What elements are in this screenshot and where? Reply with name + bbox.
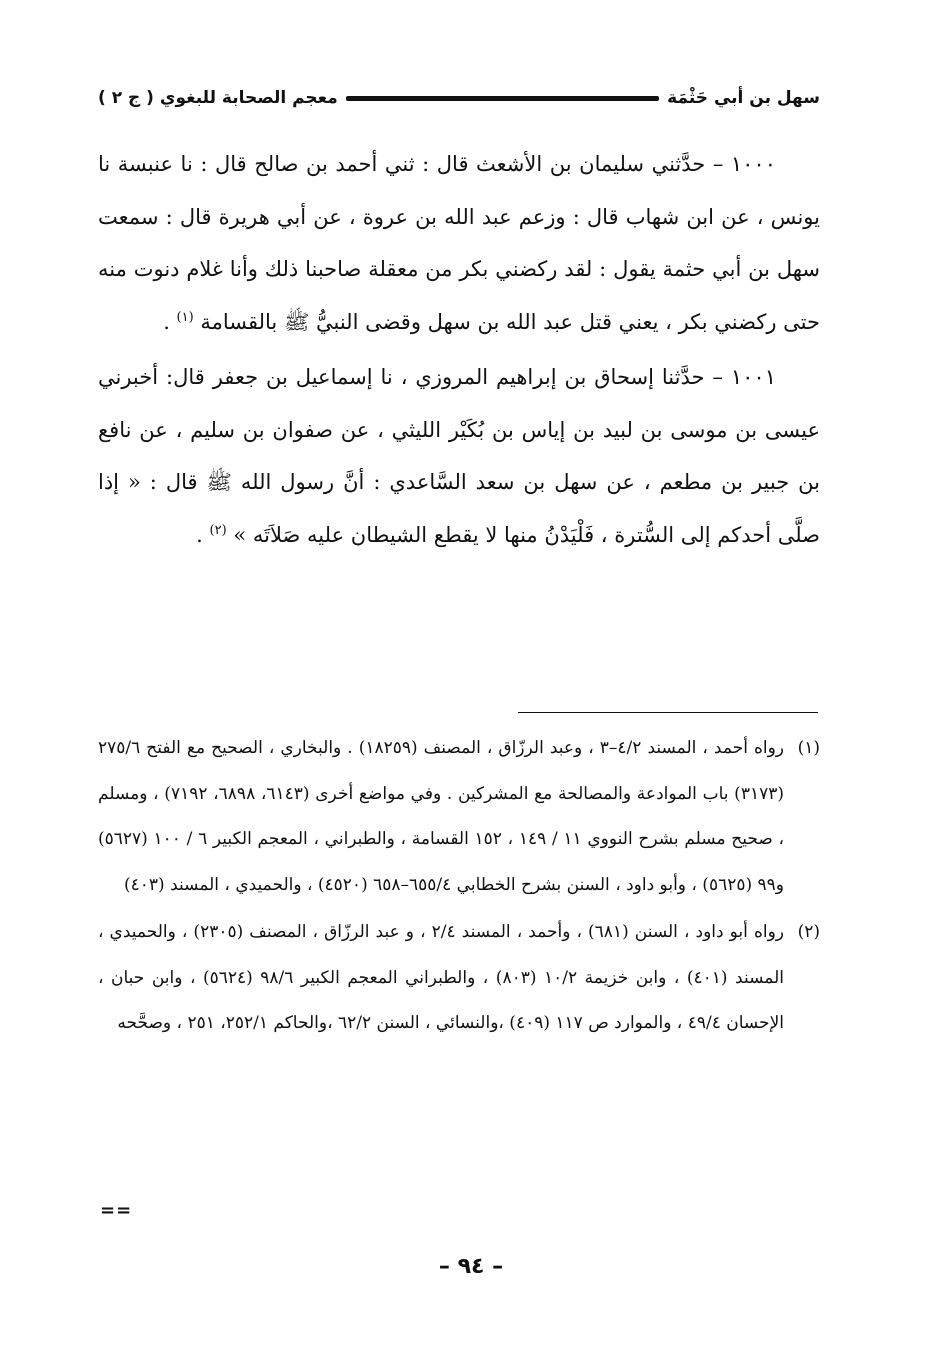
hadith-1000-end: .: [163, 309, 177, 334]
hadith-1001-text: ١٠٠١ – حدَّثنا إسحاق بن إبراهيم المروزي ، نا إسماعيل بن جعفر قال: أخبرني عيسى بن موسى بن لبيد بن إياس بن بُكَيْر الليثي ، عن صفوان بن سليم ، عن نافع بن جبير بن مطعم ، عن سهل بن سعد السَّاعدي : أنَّ رسول الله ﷺ قال : « إذا صلَّى أحدكم إلى السُّترة ، فَلْيَدْنُ منها لا يقطع الشيطان عليه صَلاَتَه »: [98, 365, 820, 547]
footnote-ref-2: (٢): [209, 522, 227, 538]
book-title: معجم الصحابة للبغوي ( ج ٢ ): [98, 88, 338, 108]
footnote-ref-1: (١): [176, 309, 194, 325]
footnote-separator: [518, 712, 818, 713]
page-number: – ٩٤ –: [438, 1254, 504, 1279]
footnote-text: رواه أبو داود ، السنن (٦٨١) ، وأحمد ، المسند ٢/٤ ، و عبد الرزّاق ، المصنف (٢٣٠٥) ، والحميدي ، المسند (٤٠١) ، وابن خزيمة ١٠/٢ (٨٠٣) ، والطبراني المعجم الكبير ٩٨/٦ (٥٦٢٤) ، وابن حبان ، الإحسان ٤٩/٤ ، والموارد ص ١١٧ (٤٠٩) ،والنسائي ، السنن ٦٢/٢ ،والحاكم ٢٥٢/١، ٢٥١ ، وصحَّحه: [98, 922, 784, 1033]
footnote-number: (٢): [797, 922, 820, 942]
hadith-1001-end: .: [196, 522, 210, 547]
main-text: [98, 138, 820, 561]
continuation-marker: ==: [100, 1200, 133, 1221]
hadith-1001: [98, 351, 820, 561]
section-title: سهل بن أبي حَثْمَة: [667, 88, 820, 108]
hadith-1000-text: ١٠٠٠ – حدَّثني سليمان بن الأشعث قال : ثني أحمد بن صالح قال : نا عنبسة نا يونس ، عن ابن شهاب قال : وزعم عبد الله بن عروة ، عن أبي هريرة قال : سمعت سهل بن أبي حثمة يقول : لقد ركضني بكر من معقلة صاحبنا ذلك وأنا غلام دنوت منه حتى ركضني بكر ، يعني قتل عبد الله بن سهل وقضى النبيُّ ﷺ بالقسامة: [98, 152, 820, 334]
footnotes: [98, 726, 820, 1047]
running-header: [98, 78, 820, 118]
footnote-1: [98, 726, 820, 908]
footnote-number: (١): [797, 738, 820, 758]
footnote-text: رواه أحمد ، المسند ٤/٢–٣ ، وعبد الرزّاق ، المصنف (١٨٢٥٩) . والبخاري ، الصحيح مع الفتح ٢٧٥/٦ (٣١٧٣) باب الموادعة والمصالحة مع المشركين . وفي مواضع أخرى (٦١٤٣، ٦٨٩٨، ٧١٩٢) ، ومسلم ، صحيح مسلم بشرح النووي ١١ / ١٤٩ ، ١٥٢ القسامة ، والطبراني ، المعجم الكبير ٦ / ١٠٠ (٥٦٢٧) و٩٩ (٥٦٢٥) ، وأبو داود ، السنن بشرح الخطابي ٦٥٥/٤–٦٥٨ (٤٥٢٠) ، والحميدي ، المسند (٤٠٣): [98, 738, 784, 895]
hadith-1000: [98, 138, 820, 348]
footnote-2: [98, 910, 820, 1047]
header-rule: [346, 96, 659, 101]
